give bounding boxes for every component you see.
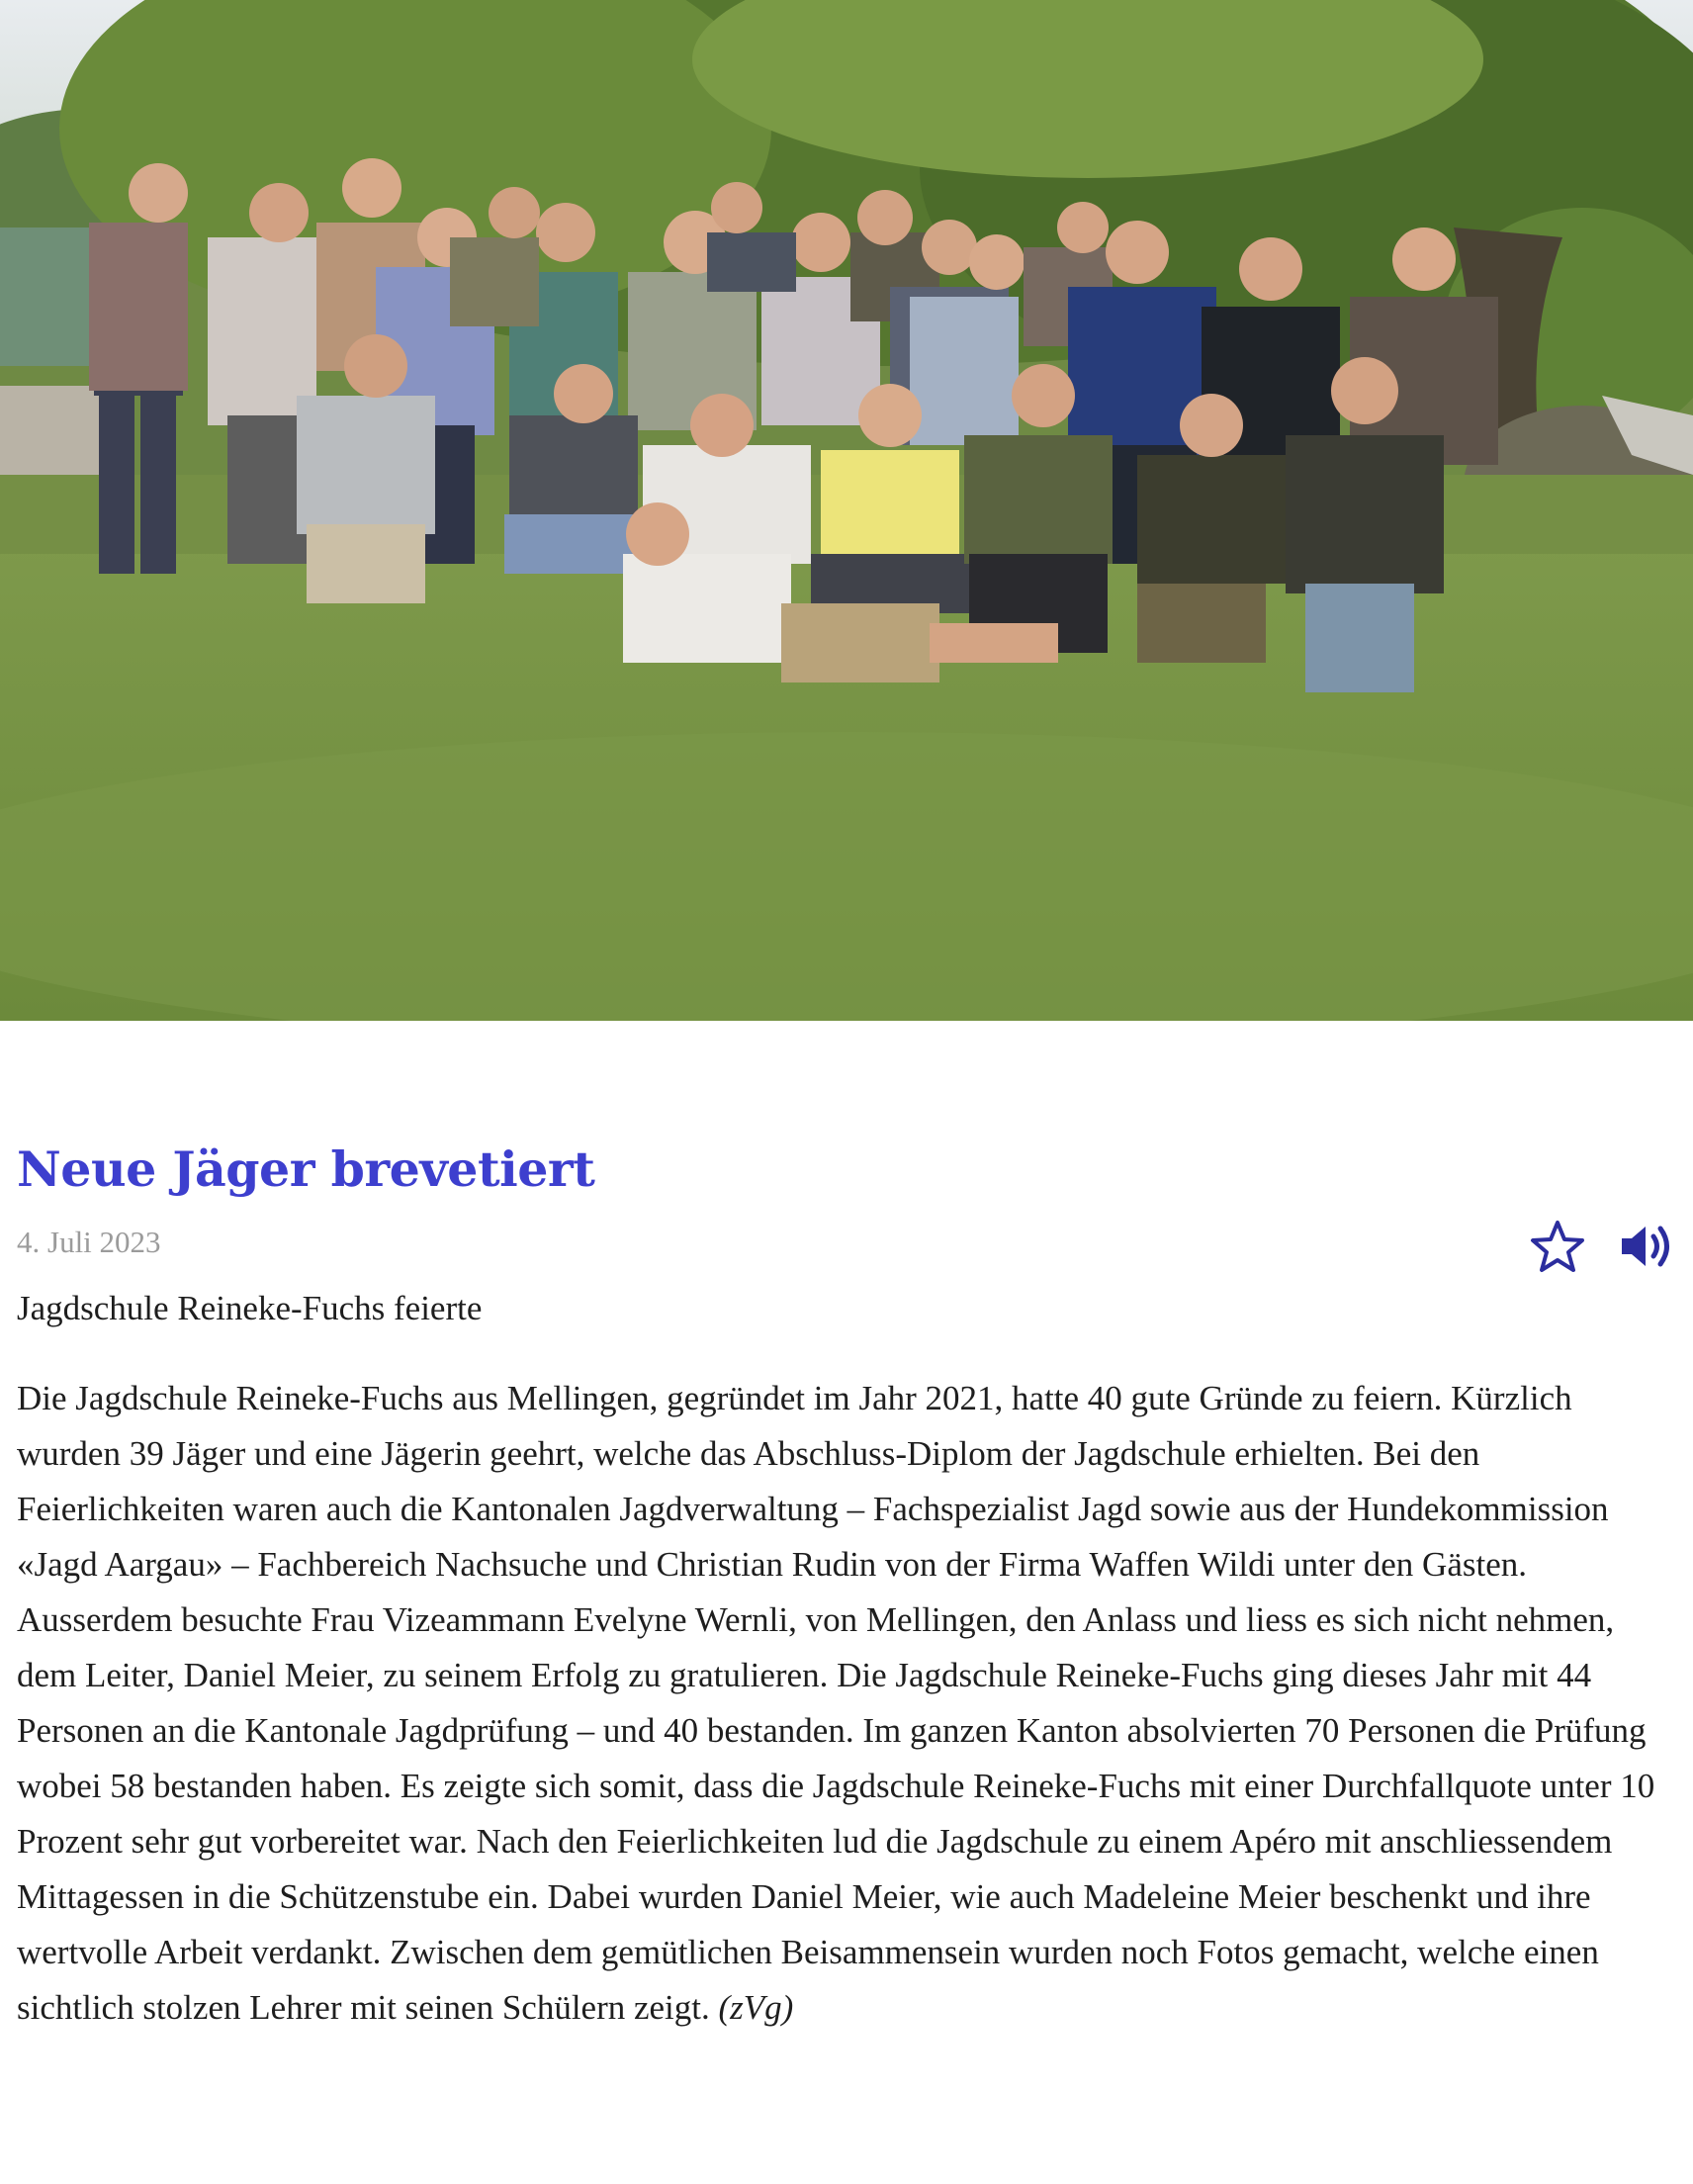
article-meta <box>17 1223 1678 1272</box>
article-date: 4. Juli 2023 <box>17 1225 161 1259</box>
speaker-icon <box>1618 1219 1675 1274</box>
article-title: Neue Jäger brevetiert <box>17 1140 595 1198</box>
article-actions <box>1526 1215 1678 1278</box>
article-photo <box>0 0 1693 1021</box>
article-lead: Jagdschule Reineke-Fuchs feierte <box>17 1289 483 1327</box>
article-body-text: Die Jagdschule Reineke-Fuchs aus Mellingen, gegründet im Jahr 2021, hatte 40 gute Gründe zu feiern. Kürzlich wurden 39 Jäger und eine Jägerin geehrt, welche das Abschluss-Diplom der Jagdschule erhielten. Bei den Feierlichkeiten waren auch die Kantonalen Jagdverwaltung – Fachspezialist Jagd sowie aus der Hundekommission «Jagd Aargau» – Fachbereich Nachsuche und Christian Rudin von der Firma Waffen Wildi unter den Gästen. Ausserdem besuchte Frau Vizeammann Evelyne Wernli, von Mellingen, den Anlass und liess es sich nicht nehmen, dem Leiter, Daniel Meier, zu seinem Erfolg zu gratulieren. Die Jagdschule Reineke-Fuchs ging dieses Jahr mit 44 Personen an die Kantonale Jagdprüfung – und 40 bestanden. Im ganzen Kanton absolvierten 70 Personen die Prüfung wobei 58 bestanden haben. Es zeigte sich somit, dass die Jagdschule Reineke-Fuchs mit einer Durchfallquote unter 10 Prozent sehr gut vorbereitet war. Nach den Feierlichkeiten lud die Jagdschule zu einem Apéro mit anschliessendem Mittagessen in die Schützenstube ein. Dabei wurden Daniel Meier, wie auch Madeleine Meier beschenkt und ihre wertvolle Arbeit verdankt. Zwischen dem gemütlichen Beisammensein wurden noch Fotos gemacht, welche einen sichtlich stolzen Lehrer mit seinen Schülern zeigt. <box>17 1379 1655 2027</box>
photo-credit: (zVg) <box>718 1988 794 2027</box>
article <box>17 1138 1678 2036</box>
article-body <box>17 1371 1678 2036</box>
bookmark-button[interactable] <box>1526 1215 1589 1278</box>
group-photo-illustration <box>0 0 1693 1021</box>
star-icon <box>1529 1219 1586 1274</box>
audio-play-button[interactable] <box>1615 1215 1678 1278</box>
